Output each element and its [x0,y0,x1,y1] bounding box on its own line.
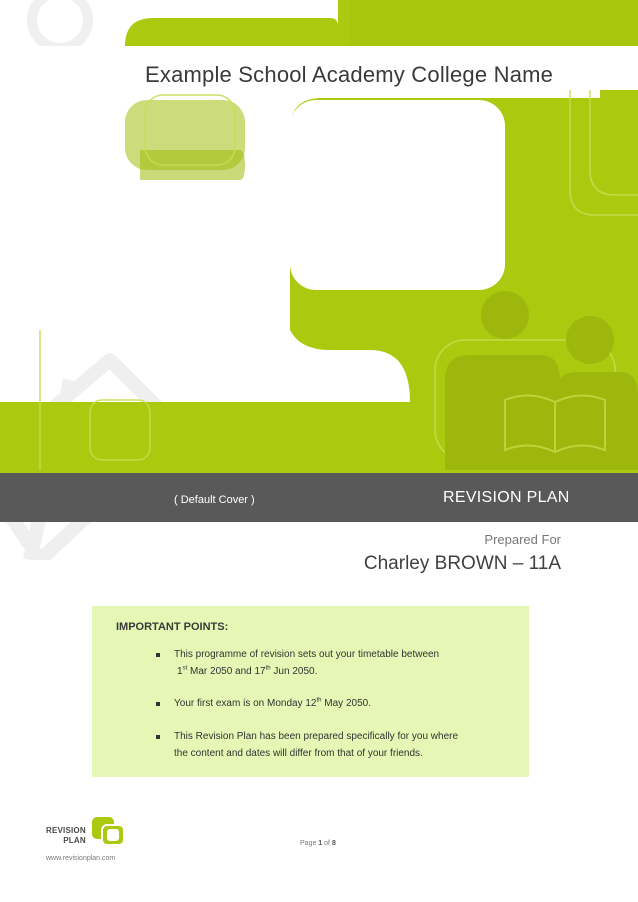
point-1-line-2: 1st Mar 2050 and 17th Jun 2050. [177,665,318,677]
bullet-icon [156,735,160,739]
website-link[interactable]: www.revisionplan.com [46,855,116,862]
revision-plan-logo-icon [92,817,126,847]
point-3-line-2: the content and dates will differ from that of your friends. [174,748,423,759]
globe-watermark-icon [32,0,88,48]
cover-image-placeholder [290,100,505,290]
point-2: Your first exam is on Monday 12th May 2050. [174,697,371,709]
school-name: Example School Academy College Name [145,62,554,87]
prepared-for-label: Prepared For [484,532,561,547]
revision-plan-logo-text: REVISION PLAN [46,826,86,845]
bullet-icon [156,702,160,706]
cover-label: ( Default Cover ) [174,494,255,506]
bullet-icon [156,653,160,657]
point-1-line-1: This programme of revision sets out your timetable between [174,649,440,660]
student-name: Charley BROWN – 11A [363,553,561,574]
page-number: Page 1 of 8 [300,840,336,847]
plan-title: REVISION PLAN [443,489,570,506]
point-3-line-1: This Revision Plan has been prepared specifically for you where [174,731,459,742]
important-points-heading: IMPORTANT POINTS: [116,621,229,633]
